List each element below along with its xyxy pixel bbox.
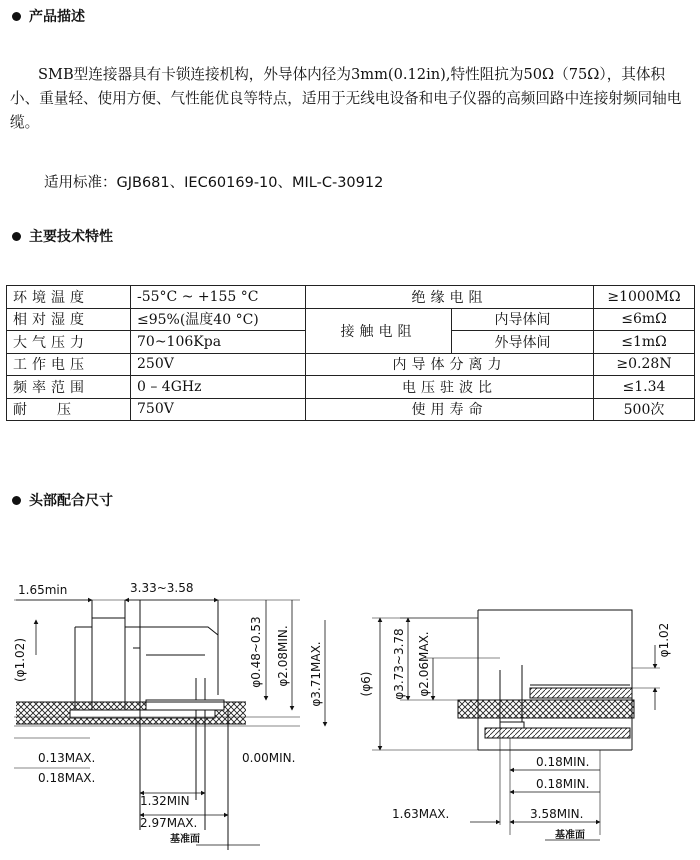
spec-label: 绝缘电阻 [306,286,594,309]
table-row [7,398,695,421]
spec-value: 0 – 4GHz [131,376,306,399]
dim-label: φ3.71MAX. [309,641,323,707]
spec-label: 耐压 [7,398,131,421]
dim-label: 1.32MIN [140,794,190,808]
spec-label: 使用寿命 [306,398,594,421]
spec-value: ≤95%(温度40 °C) [131,308,306,331]
table-row [7,376,695,399]
dim-label: 1.65min [18,583,68,597]
section-title-dimensions: 头部配合尺寸 [12,490,113,510]
spec-value: ≥0.28N [594,353,695,376]
dim-label: φ0.48~0.53 [249,616,263,688]
spec-sublabel: 外导体间 [452,331,594,354]
spec-value: 500次 [594,398,695,421]
spec-value: ≥1000MΩ [594,286,695,309]
dimension-drawings [0,560,700,860]
bullet-icon [12,496,21,505]
spec-label: 电压驻波比 [306,376,594,399]
dim-label: (φ1.02) [13,638,27,682]
spec-label: 内导体分离力 [306,353,594,376]
spec-value: -55°C ~ +155 °C [131,286,306,309]
standards-line: 适用标准：GJB681、IEC60169-10、MIL-C-30912 [44,175,384,191]
spec-value: 250V [131,353,306,376]
spec-value: ≤6mΩ [594,308,695,331]
dim-label: 0.18MAX. [38,771,96,785]
spec-table [6,285,695,421]
dim-label: 0.00MIN. [242,751,296,765]
dim-label: 0.18MIN. [536,755,590,769]
spec-label: 大气压力 [7,331,131,354]
table-row [7,308,695,331]
dim-label: 0.13MAX. [38,751,96,765]
dim-label: φ2.06MAX. [417,631,431,697]
spec-label: 工作电压 [7,353,131,376]
spec-label: 频率范围 [7,376,131,399]
spec-value: 750V [131,398,306,421]
reference-plane-label: 基准面 [170,834,200,845]
reference-plane-label: 基准面 [555,830,585,841]
spec-value: ≤1.34 [594,376,695,399]
dim-label: φ3.73~3.78 [392,628,406,700]
right-drawing [372,610,660,835]
dim-label: 1.63MAX. [392,807,450,821]
bullet-icon [12,232,21,241]
spec-value: ≤1mΩ [594,331,695,354]
description-paragraph: SMB型连接器具有卡锁连接机构，外导体内径为3mm(0.12in),特性阻抗为50Ω（75Ω），其体积小、重量轻、使用方便、气性能优良等特点，适用于无线电设备和电子仪器的高频回路中连接射频同轴电缆。 [10,66,682,131]
spec-value: 70~106Kpa [131,331,306,354]
spec-sublabel: 内导体间 [452,308,594,331]
dim-label: 2.97MAX. [140,816,198,830]
dim-label: φ1.02 [657,622,671,658]
dim-label: 3.33~3.58 [130,581,194,595]
section-title-description: 产品描述 [12,6,85,26]
table-row [7,286,695,309]
table-row [7,353,695,376]
section-title-specs: 主要技术特性 [12,226,113,246]
dim-label: (φ6) [359,671,373,697]
dim-label: 3.58MIN. [530,807,584,821]
spec-label: 相对湿度 [7,308,131,331]
spec-label: 接触电阻 [306,308,452,353]
spec-label: 环境温度 [7,286,131,309]
bullet-icon [12,12,21,21]
dim-label: φ2.08MIN. [276,625,290,687]
dim-label: 0.18MIN. [536,777,590,791]
